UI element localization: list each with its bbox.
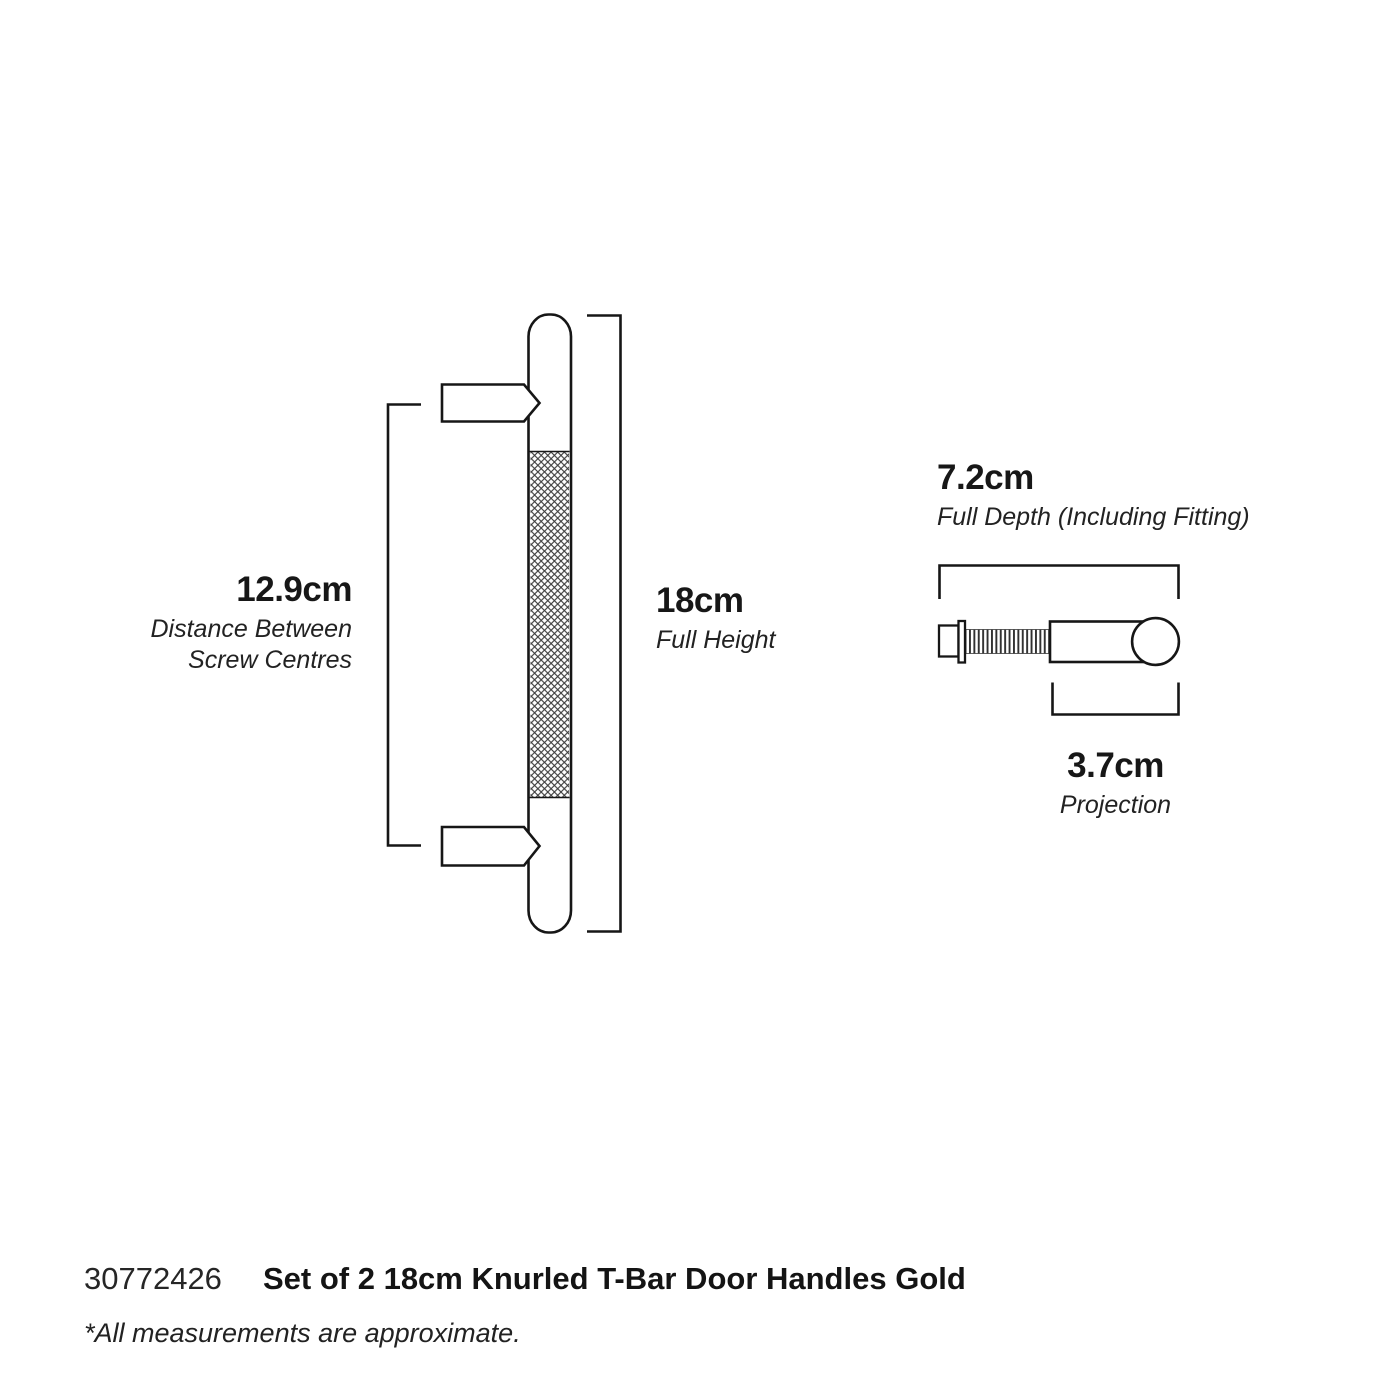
- screw-centres-bracket: [388, 405, 421, 846]
- screw-head: [939, 626, 959, 657]
- handle-bar-end-circle: [1132, 618, 1179, 665]
- product-title: Set of 2 18cm Knurled T-Bar Door Handles Gold: [263, 1261, 966, 1296]
- bottom-screw-stem: [442, 827, 540, 866]
- full-depth-bracket: [940, 566, 1179, 600]
- full-height-label: [656, 583, 776, 656]
- washer: [959, 621, 966, 663]
- full-height-desc: Full Height: [656, 626, 776, 654]
- projection-value: 3.7cm: [1067, 746, 1164, 785]
- threaded-rod: [962, 630, 1052, 654]
- product-sku: 30772426: [84, 1261, 222, 1296]
- front-view-drawing: [388, 315, 621, 933]
- screw-centres-value: 12.9cm: [236, 570, 352, 609]
- full-depth-label: [937, 460, 1250, 533]
- full-height-bracket: [587, 316, 621, 932]
- measurements-footnote: *All measurements are approximate.: [84, 1318, 521, 1348]
- full-depth-desc: Full Depth (Including Fitting): [937, 503, 1250, 531]
- projection-label: [1003, 748, 1228, 821]
- top-screw-stem: [442, 385, 540, 422]
- screw-centres-label: [150, 572, 352, 676]
- full-depth-value: 7.2cm: [937, 458, 1034, 497]
- screw-centres-desc-line1: Distance Between: [150, 615, 352, 643]
- full-height-value: 18cm: [656, 581, 744, 620]
- side-view-drawing: [939, 566, 1179, 715]
- projection-bracket: [1053, 683, 1179, 715]
- knurled-section: [531, 452, 570, 798]
- projection-desc: Projection: [1059, 791, 1172, 819]
- screw-centres-desc-line2: Screw Centres: [188, 646, 352, 674]
